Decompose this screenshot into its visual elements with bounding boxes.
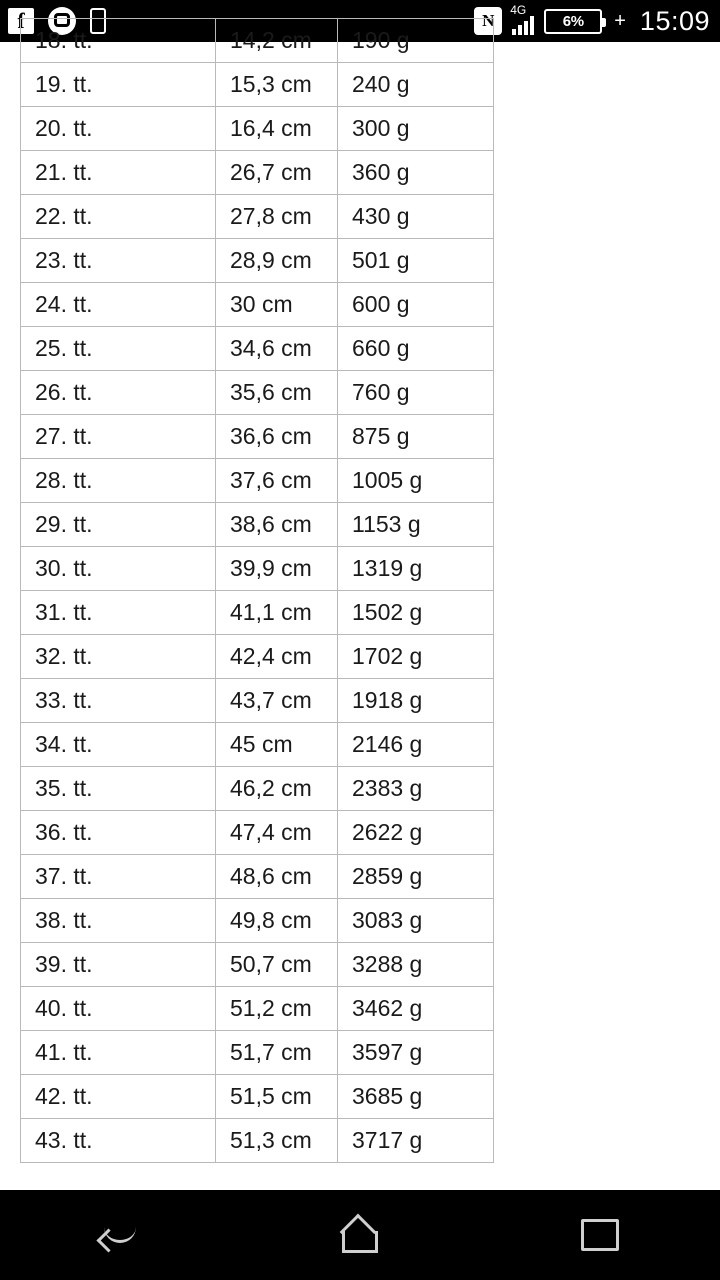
table-row: [21, 987, 494, 1031]
table-cell: 20. tt.: [21, 107, 216, 151]
table-cell: 27. tt.: [21, 415, 216, 459]
table-cell: 34,6 cm: [216, 327, 338, 371]
table-cell: 600 g: [338, 283, 494, 327]
table-cell: 28. tt.: [21, 459, 216, 503]
table-cell: 38,6 cm: [216, 503, 338, 547]
table-row: [21, 459, 494, 503]
table-cell: 24. tt.: [21, 283, 216, 327]
status-system-icons: [474, 3, 710, 37]
table-cell: 18. tt.: [21, 19, 216, 63]
table-row: [21, 19, 494, 63]
table-cell: 26. tt.: [21, 371, 216, 415]
table-cell: 21. tt.: [21, 151, 216, 195]
table-cell: 48,6 cm: [216, 855, 338, 899]
table-cell: 25. tt.: [21, 327, 216, 371]
table-cell: 16,4 cm: [216, 107, 338, 151]
table-cell: 43. tt.: [21, 1119, 216, 1163]
table-cell: 1005 g: [338, 459, 494, 503]
table-cell: 31. tt.: [21, 591, 216, 635]
table-cell: 28,9 cm: [216, 239, 338, 283]
table-cell: 19. tt.: [21, 63, 216, 107]
table-row: [21, 327, 494, 371]
table-cell: 50,7 cm: [216, 943, 338, 987]
table-row: [21, 899, 494, 943]
back-arrow-icon: [98, 1220, 142, 1250]
table-cell: 49,8 cm: [216, 899, 338, 943]
table-row: [21, 283, 494, 327]
table-row: [21, 767, 494, 811]
table-cell: 51,3 cm: [216, 1119, 338, 1163]
table-body: [21, 19, 494, 1163]
signal-bars-icon: [512, 15, 534, 35]
table-cell: 34. tt.: [21, 723, 216, 767]
recents-button[interactable]: [540, 1190, 660, 1280]
table-row: [21, 1031, 494, 1075]
network-type-label: 4G: [510, 3, 527, 17]
table-cell: 27,8 cm: [216, 195, 338, 239]
table-cell: 47,4 cm: [216, 811, 338, 855]
table-row: [21, 503, 494, 547]
table-cell: 41. tt.: [21, 1031, 216, 1075]
recents-icon: [581, 1219, 619, 1251]
table-row: [21, 63, 494, 107]
table-cell: 42. tt.: [21, 1075, 216, 1119]
table-cell: 2622 g: [338, 811, 494, 855]
table-cell: 46,2 cm: [216, 767, 338, 811]
table-cell: 2146 g: [338, 723, 494, 767]
table-cell: 1153 g: [338, 503, 494, 547]
table-row: [21, 591, 494, 635]
table-cell: 14,2 cm: [216, 19, 338, 63]
table-row: [21, 855, 494, 899]
table-cell: 40. tt.: [21, 987, 216, 1031]
table-cell: 875 g: [338, 415, 494, 459]
table-cell: 43,7 cm: [216, 679, 338, 723]
nfc-icon: N: [474, 7, 502, 35]
table-cell: 240 g: [338, 63, 494, 107]
table-row: [21, 195, 494, 239]
table-cell: 3717 g: [338, 1119, 494, 1163]
table-cell: 30 cm: [216, 283, 338, 327]
table-cell: 1918 g: [338, 679, 494, 723]
table-cell: 26,7 cm: [216, 151, 338, 195]
home-icon: [338, 1217, 382, 1253]
table-row: [21, 371, 494, 415]
table-cell: 37. tt.: [21, 855, 216, 899]
battery-charging-icon: +: [614, 10, 626, 32]
back-button[interactable]: [60, 1190, 180, 1280]
table-cell: 3083 g: [338, 899, 494, 943]
table-cell: 1319 g: [338, 547, 494, 591]
table-cell: 30. tt.: [21, 547, 216, 591]
table-row: [21, 811, 494, 855]
table-row: [21, 943, 494, 987]
table-cell: 22. tt.: [21, 195, 216, 239]
navigation-bar: [0, 1190, 720, 1280]
home-button[interactable]: [300, 1190, 420, 1280]
table-cell: 37,6 cm: [216, 459, 338, 503]
table-cell: 2383 g: [338, 767, 494, 811]
table-cell: 32. tt.: [21, 635, 216, 679]
table-cell: 36. tt.: [21, 811, 216, 855]
table-cell: 3597 g: [338, 1031, 494, 1075]
table-cell: 1502 g: [338, 591, 494, 635]
table-row: [21, 151, 494, 195]
table-row: [21, 239, 494, 283]
table-cell: 42,4 cm: [216, 635, 338, 679]
table-cell: 38. tt.: [21, 899, 216, 943]
table-cell: 3288 g: [338, 943, 494, 987]
battery-icon: [544, 9, 602, 34]
table-cell: 501 g: [338, 239, 494, 283]
table-row: [21, 723, 494, 767]
table-cell: 300 g: [338, 107, 494, 151]
table-row: [21, 1075, 494, 1119]
table-cell: 760 g: [338, 371, 494, 415]
table-cell: 36,6 cm: [216, 415, 338, 459]
status-clock: 15:09: [639, 5, 710, 36]
table-cell: 45 cm: [216, 723, 338, 767]
table-cell: 33. tt.: [21, 679, 216, 723]
page-content[interactable]: [0, 27, 720, 1190]
table-cell: 430 g: [338, 195, 494, 239]
battery-level-label: 6%: [562, 12, 584, 30]
table-row: [21, 1119, 494, 1163]
table-row: [21, 635, 494, 679]
facebook-icon: f: [8, 8, 34, 34]
table-cell: 35. tt.: [21, 767, 216, 811]
table-cell: 29. tt.: [21, 503, 216, 547]
table-cell: 2859 g: [338, 855, 494, 899]
table-cell: 23. tt.: [21, 239, 216, 283]
table-row: [21, 415, 494, 459]
table-cell: 3462 g: [338, 987, 494, 1031]
table-cell: 41,1 cm: [216, 591, 338, 635]
measurement-table: [20, 18, 494, 1163]
table-cell: 35,6 cm: [216, 371, 338, 415]
table-cell: 3685 g: [338, 1075, 494, 1119]
table-cell: 360 g: [338, 151, 494, 195]
table-cell: 51,7 cm: [216, 1031, 338, 1075]
table-row: [21, 107, 494, 151]
table-cell: 39,9 cm: [216, 547, 338, 591]
table-cell: 15,3 cm: [216, 63, 338, 107]
table-cell: 190 g: [338, 19, 494, 63]
table-cell: 660 g: [338, 327, 494, 371]
table-cell: 39. tt.: [21, 943, 216, 987]
table-cell: 51,2 cm: [216, 987, 338, 1031]
table-row: [21, 679, 494, 723]
signal-icon: [510, 3, 534, 35]
table-row: [21, 547, 494, 591]
table-cell: 51,5 cm: [216, 1075, 338, 1119]
table-cell: 1702 g: [338, 635, 494, 679]
